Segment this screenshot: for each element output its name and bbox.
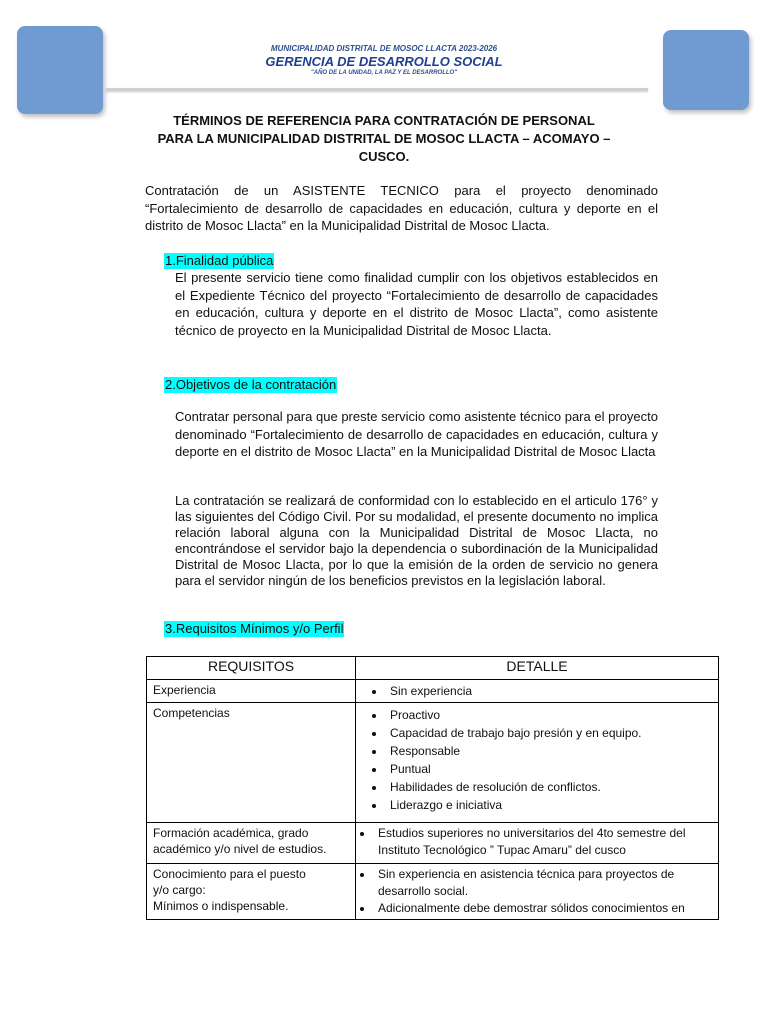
intro-paragraph: Contratación de un ASISTENTE TECNICO para el proyecto denominado “Fortalecimiento de desarrollo de capacidades en educación, cultura y deporte en el distrito de Mosoc Llacta” en la Municipalidad Distrital de Mosoc Llacta. [145, 183, 658, 233]
req-conocimiento-line-1: Conocimiento para el puesto [153, 867, 306, 881]
header-department: GERENCIA DE DESARROLLO SOCIAL [265, 54, 503, 69]
table-row [147, 703, 719, 823]
list-item: • Sin experiencia [386, 682, 712, 700]
req-formacion: Formación académica, grado académico y/o nivel de estudios. [147, 823, 356, 864]
list-item: • Sin experiencia en asistencia técnica para proyectos de desarrollo social. [374, 866, 712, 900]
list-item: • Habilidades de resolución de conflictos. [386, 778, 712, 796]
header-motto: "AÑO DE LA UNIDAD, LA PAZ Y EL DESARROLLO" [310, 70, 458, 76]
detail-experiencia [356, 680, 719, 703]
table-header-requisitos: REQUISITOS [147, 657, 356, 680]
req-conocimiento-line-2: y/o cargo: [153, 883, 206, 897]
finalidad-paragraph: El presente servicio tiene como finalidad cumplir con los objetivos establecidos en el Expediente Técnico del proyecto “Fortalecimiento de desarrollo de capacidades en educación, cultura y deporte en el distrito de Mosoc Llacta”, como asistente técnico de proyecto en la Municipalidad Distrital de Mosoc Llacta. [175, 270, 658, 338]
list-item: • Proactivo [386, 706, 712, 724]
list-item: • Puntual [386, 760, 712, 778]
table-row [147, 864, 719, 920]
list-item: • Estudios superiores no universitarios del 4to semestre del Instituto Tecnológico ” Tupac Amaru” del cusco [374, 825, 712, 859]
section-heading-finalidad: 1.Finalidad pública [165, 253, 274, 268]
req-conocimiento [147, 864, 356, 920]
list-item: • Liderazgo e iniciativa [386, 796, 712, 814]
list-item: • Capacidad de trabajo bajo presión y en equipo. [386, 724, 712, 742]
header-divider [106, 88, 648, 91]
req-conocimiento-line-3: Mínimos o indispensable. [153, 899, 289, 913]
title-line-2: PARA LA MUNICIPALIDAD DISTRITAL DE MOSOC LLACTA – ACOMAYO – [157, 131, 611, 146]
objetivos-paragraph-1: Contratar personal para que preste servicio como asistente técnico para el proyecto denominado “Fortalecimiento de desarrollo de capacidades en educación, cultura y deporte en el distrito de Mosoc Llacta” en la Municipalidad Distrital de Mosoc Llacta [175, 409, 658, 459]
table-row [147, 823, 719, 864]
table-header-detalle: DETALLE [356, 657, 719, 680]
table-header-row [147, 657, 719, 680]
title-line-3: CUSCO. [358, 149, 410, 164]
requirements-table [146, 656, 719, 920]
document-title [145, 112, 623, 166]
detail-formacion [356, 823, 719, 864]
detail-conocimiento [356, 864, 719, 920]
detail-competencias [356, 703, 719, 823]
req-experiencia: Experiencia [147, 680, 356, 703]
title-line-1: TÉRMINOS DE REFERENCIA PARA CONTRATACIÓN DE PERSONAL [173, 113, 595, 128]
list-item: • Responsable [386, 742, 712, 760]
section-heading-requisitos: 3.Requisitos Mínimos y/o Perfil [165, 621, 344, 636]
header-municipality: MUNICIPALIDAD DISTRITAL DE MOSOC LLACTA 2023-2026 [270, 44, 498, 53]
list-item: • Adicionalmente debe demostrar sólidos conocimientos en [374, 900, 712, 917]
section-heading-objetivos: 2.Objetivos de la contratación [165, 377, 337, 392]
table-row [147, 680, 719, 703]
objetivos-paragraph-2: La contratación se realizará de conformidad con lo establecido en el articulo 176° y las siguientes del Código Civil. Por su modalidad, el presente documento no implica relación laboral alguna con la Municipalidad Distrital de Mosoc Llacta, no encontrándose el servidor bajo la dependencia o subordinación de la Municipalidad Distrital de Mosoc Llacta, por lo que la emisión de la orden de servicio no genera para el servidor ningún de los beneficios previstos en la legislación laboral. [175, 493, 658, 588]
req-competencias: Competencias [147, 703, 356, 823]
